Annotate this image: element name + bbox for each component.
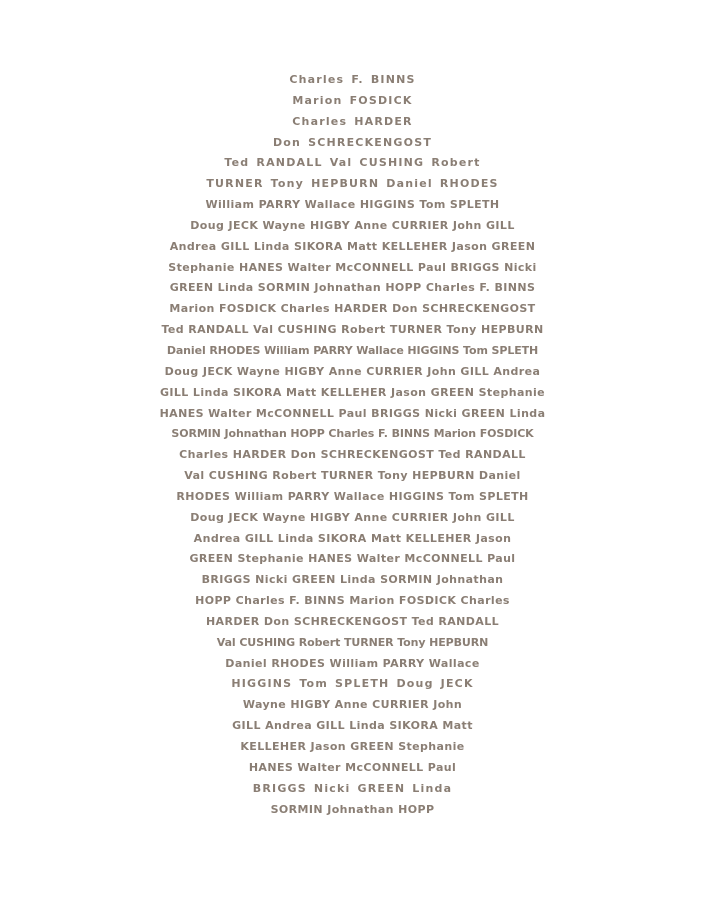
poem-line: SORMIN Johnathan HOPP bbox=[270, 802, 435, 816]
poem-line: TURNER Tony HEPBURN Daniel RHODES bbox=[206, 177, 499, 191]
poem-line: HARDER Don SCHRECKENGOST Ted RANDALL bbox=[205, 614, 500, 628]
poem-line: GREEN Stephanie HANES Walter McCONNELL Paul bbox=[189, 552, 516, 566]
poem-line: Daniel RHODES William PARRY Wallace bbox=[225, 656, 480, 670]
poem-line: Doug JECK Wayne HIGBY Anne CURRIER John GILL Andrea bbox=[164, 364, 541, 378]
poem-line: SORMIN Johnathan HOPP Charles F. BINNS Marion FOSDICK bbox=[171, 427, 534, 441]
poem-line: Marion FOSDICK Charles HARDER Don SCHRECKENGOST bbox=[169, 302, 536, 316]
poem-line: GILL Andrea GILL Linda SIKORA Matt bbox=[232, 719, 473, 733]
poem-line: Stephanie HANES Walter McCONNELL Paul BRIGGS Nicki bbox=[168, 260, 537, 274]
poem-line: HANES Walter McCONNELL Paul bbox=[248, 760, 457, 774]
poem-line: Charles F. BINNS bbox=[289, 73, 416, 86]
poem-line: Doug JECK Wayne HIGBY Anne CURRIER John GILL bbox=[190, 510, 515, 524]
poem-line: HOPP Charles F. BINNS Marion FOSDICK Charles bbox=[195, 594, 510, 608]
poem-line: Wayne HIGBY Anne CURRIER John bbox=[242, 698, 463, 712]
poem-line: Daniel RHODES William PARRY Wallace HIGGINS Tom SPLETH bbox=[166, 343, 539, 357]
poem-line: Ted RANDALL Val CUSHING Robert bbox=[224, 156, 481, 170]
name-poem bbox=[0, 70, 705, 820]
poem-line: Val CUSHING Robert TURNER Tony HEPBURN bbox=[216, 635, 489, 649]
poem-line: Charles HARDER Don SCHRECKENGOST Ted RANDALL bbox=[179, 448, 526, 462]
poem-line: Don SCHRECKENGOST bbox=[272, 135, 433, 149]
poem-line: Marion FOSDICK bbox=[292, 93, 413, 107]
poem-line: Doug JECK Wayne HIGBY Anne CURRIER John GILL bbox=[190, 218, 515, 232]
poem-line: Andrea GILL Linda SIKORA Matt KELLEHER Jason bbox=[193, 531, 512, 545]
poem-line: Charles HARDER bbox=[292, 114, 413, 128]
poem-line: Val CUSHING Robert TURNER Tony HEPBURN Daniel bbox=[184, 469, 521, 483]
poem-line: GREEN Linda SORMIN Johnathan HOPP Charles F. BINNS bbox=[169, 281, 536, 295]
poem-line: BRIGGS Nicki GREEN Linda SORMIN Johnathan bbox=[201, 573, 504, 587]
poem-line: Ted RANDALL Val CUSHING Robert TURNER Tony HEPBURN bbox=[161, 323, 544, 337]
poem-line: RHODES William PARRY Wallace HIGGINS Tom SPLETH bbox=[176, 489, 529, 503]
poem-line: KELLEHER Jason GREEN Stephanie bbox=[240, 740, 465, 753]
poem-line: William PARRY Wallace HIGGINS Tom SPLETH bbox=[205, 198, 500, 212]
poem-line: Andrea GILL Linda SIKORA Matt KELLEHER Jason GREEN bbox=[169, 239, 536, 253]
poem-line: HANES Walter McCONNELL Paul BRIGGS Nicki GREEN Linda bbox=[159, 406, 546, 420]
poem-line: GILL Linda SIKORA Matt KELLEHER Jason GREEN Stephanie bbox=[159, 385, 546, 399]
poem-line: HIGGINS Tom SPLETH Doug JECK bbox=[231, 677, 474, 691]
poem-line: BRIGGS Nicki GREEN Linda bbox=[252, 781, 453, 795]
